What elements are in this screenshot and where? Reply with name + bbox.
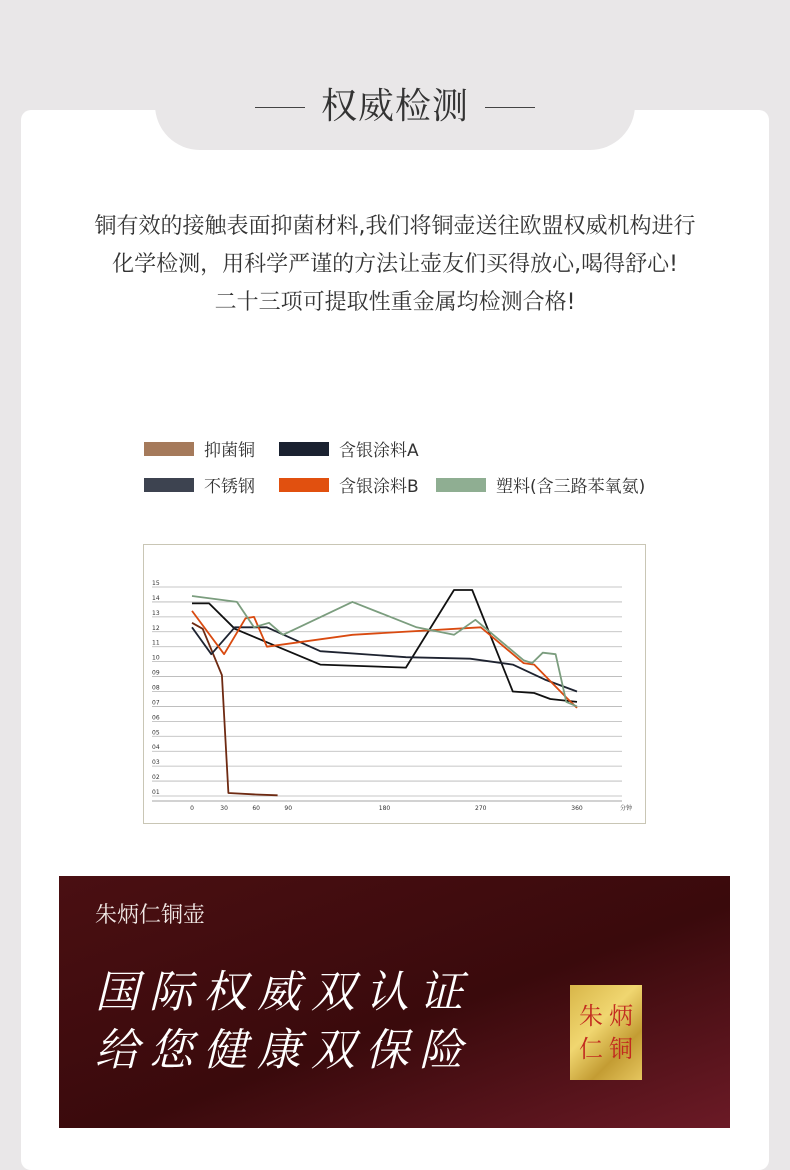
legend-swatch (144, 442, 194, 456)
banner-headline-line-1: 国际权威双认证 (95, 967, 473, 1018)
seal-char: 炳 (609, 1001, 633, 1030)
y-tick-label: 07 (152, 699, 160, 707)
x-tick-label: 360 (571, 805, 583, 812)
page-title: 权威检测 (320, 86, 469, 127)
y-tick-label: 02 (152, 774, 160, 782)
series-line (192, 596, 577, 706)
banner-brand: 朱炳仁铜壶 (95, 903, 206, 928)
x-tick-label: 90 (284, 805, 293, 812)
y-tick-label: 03 (152, 759, 160, 767)
y-tick-label: 12 (152, 624, 160, 632)
y-tick-label: 04 (152, 744, 160, 752)
legend-item-copper (144, 436, 255, 461)
y-tick-label: 08 (152, 684, 160, 692)
chart-svg (144, 545, 647, 825)
banner-headline (95, 964, 473, 1080)
legend-swatch (436, 478, 486, 492)
y-tick-label: 15 (152, 580, 160, 587)
y-tick-label: 09 (152, 669, 160, 677)
series-line (192, 590, 577, 702)
x-tick-label: 180 (378, 805, 391, 812)
intro-line-2: 化学检测，用科学严谨的方法让壶友们买得放心,喝得舒心! (112, 252, 678, 277)
legend-label: 含银涂料B (339, 477, 419, 497)
y-tick-label: 05 (152, 729, 160, 737)
line-chart (143, 544, 646, 824)
legend-item-silver-b (279, 472, 419, 497)
title-left-rule (255, 107, 305, 108)
legend-item-silver-a (279, 436, 419, 461)
x-tick-label: 0 (190, 805, 194, 812)
y-tick-label: 01 (152, 789, 160, 796)
series-line (192, 623, 278, 796)
banner-headline-line-2: 给您健康双保险 (95, 1025, 473, 1076)
legend-label: 塑料(含三路苯氧氨) (496, 477, 646, 497)
y-tick-label: 10 (152, 654, 160, 662)
y-tick-label: 13 (152, 609, 160, 617)
seal-char: 仁 (579, 1035, 603, 1064)
y-tick-label: 06 (152, 714, 160, 722)
intro-text (0, 208, 790, 322)
section-header (0, 82, 790, 132)
legend-item-plastic (436, 472, 645, 497)
intro-line-1: 铜有效的接触表面抑菌材料,我们将铜壶送往欧盟权威机构进行 (94, 214, 696, 239)
legend-swatch (144, 478, 194, 492)
x-tick-label: 270 (475, 805, 487, 812)
promo-banner (59, 876, 730, 1128)
series-line (192, 611, 577, 708)
legend-label: 抑菌铜 (204, 441, 255, 461)
x-unit-label: 分钟 (620, 805, 633, 812)
legend-swatch (279, 442, 329, 456)
brand-seal-logo (570, 985, 642, 1080)
seal-char: 朱 (579, 1001, 603, 1030)
seal-char: 铜 (609, 1035, 633, 1064)
title-right-rule (485, 107, 535, 108)
y-tick-label: 14 (152, 594, 160, 602)
intro-line-3: 二十三项可提取性重金属均检测合格! (214, 290, 576, 315)
y-tick-label: 11 (152, 639, 160, 647)
legend-item-steel (144, 472, 255, 497)
legend-label: 含银涂料A (339, 441, 419, 461)
x-tick-label: 60 (252, 805, 260, 812)
legend-swatch (279, 478, 329, 492)
x-tick-label: 30 (220, 805, 228, 812)
legend-label: 不锈钢 (204, 477, 255, 497)
